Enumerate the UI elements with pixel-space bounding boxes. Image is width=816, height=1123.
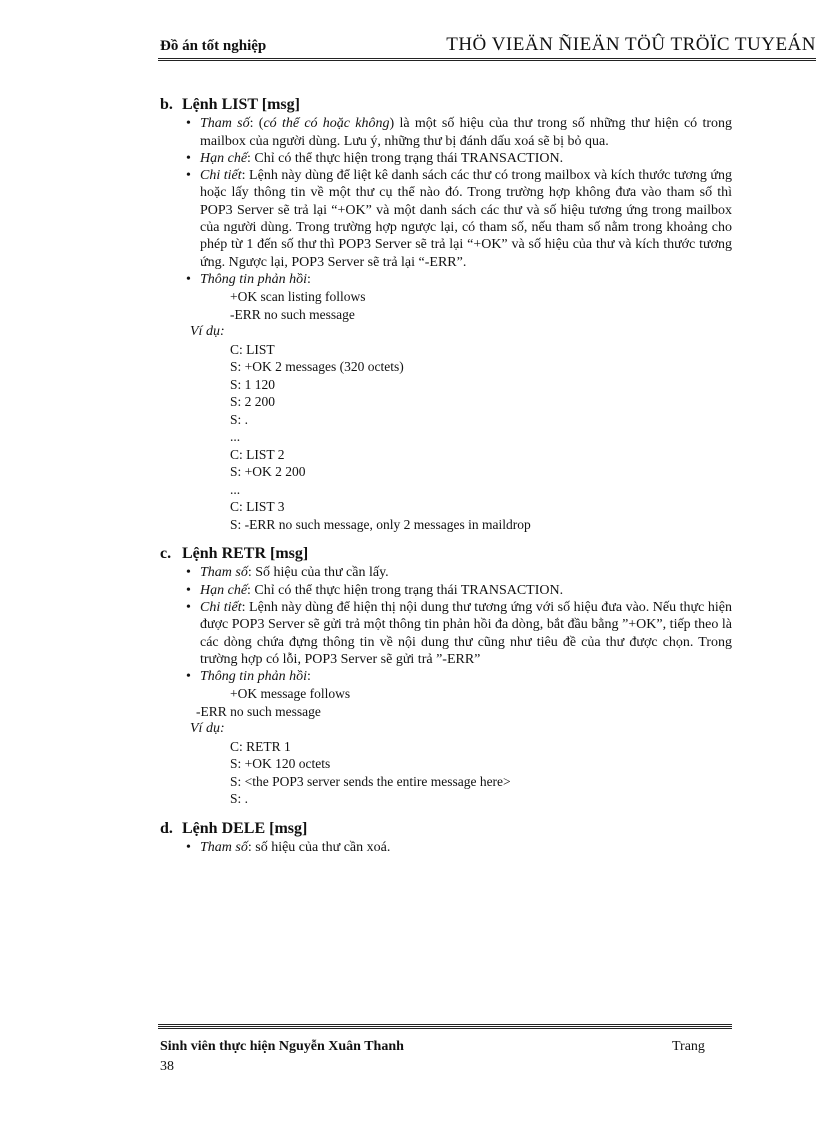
code-line: S: +OK 120 octets bbox=[230, 756, 331, 772]
code-line: ... bbox=[230, 481, 241, 497]
code-line: S: +OK 2 200 bbox=[230, 464, 306, 480]
term-label: Tham số bbox=[200, 116, 250, 132]
code-line: C: LIST 3 bbox=[230, 499, 285, 515]
section-retr-title bbox=[160, 545, 732, 562]
footer-page-label: Trang bbox=[672, 1039, 705, 1054]
header-rule bbox=[158, 57, 816, 61]
section-heading: Lệnh RETR [msg] bbox=[182, 545, 309, 563]
term-label: Chi tiết bbox=[200, 599, 242, 615]
section-dele-title bbox=[160, 820, 732, 837]
text: : ( bbox=[249, 116, 264, 132]
term-label: Thông tin phản hồi bbox=[200, 271, 307, 287]
response-line: -ERR no such message bbox=[196, 703, 321, 719]
response-line: -ERR no such message bbox=[230, 306, 355, 322]
list-item bbox=[160, 582, 732, 599]
list-item bbox=[160, 167, 732, 271]
code-line: S: -ERR no such message, only 2 messages in maildrop bbox=[230, 516, 531, 532]
list-item bbox=[160, 599, 732, 668]
section-letter: d. bbox=[160, 819, 173, 837]
response-line: +OK scan listing follows bbox=[230, 289, 366, 305]
list-item bbox=[160, 668, 732, 685]
section-letter: c. bbox=[160, 545, 172, 563]
code-line: C: RETR 1 bbox=[230, 738, 291, 754]
list-item bbox=[160, 271, 732, 288]
example-label: Ví dụ: bbox=[190, 721, 225, 737]
code-line: ... bbox=[230, 429, 241, 445]
text: : Lệnh này dùng để hiện thị nội dung thư tương ứng với số hiệu đưa vào. Nếu thực hiện được POP3 Server sẽ gửi trả một thông tin phản hồi đa dòng, bắt đầu bằng ”+OK”, tiếp theo là các dòng chứa đựng thông tin về nội dung thư cũng như tiêu đề của thư được chọn. Trong trường hợp có lỗi, POP3 Server sẽ gửi trả ”-ERR” bbox=[200, 599, 732, 667]
section-retr-bullets bbox=[160, 564, 732, 685]
text: : bbox=[306, 669, 311, 685]
code-line: C: LIST 2 bbox=[230, 446, 285, 462]
code-block bbox=[160, 341, 732, 534]
section-list-bullets bbox=[160, 115, 732, 288]
term-label: Tham số bbox=[200, 840, 248, 856]
text: : Chỉ có thể thực hiện trong trạng thái TRANSACTION. bbox=[247, 150, 564, 166]
text: : Số hiệu của thư cần lấy. bbox=[247, 565, 389, 581]
text: : Lệnh này dùng để liệt kê danh sách các thư có trong mailbox và kích thước tương ứng hoặc lấy thông tin về một thư cụ thể nào đó. Trong trường hợp không đưa vào tham số thì POP3 Server sẽ trả lại “+OK” và một danh sách các thư và số hiệu tương ứng trong mailbox của người dùng. Trong trường hợp ngược lại, có tham số, nếu tham số nằm trong khoảng cho phép từ 1 đến số thư thì POP3 Server sẽ trả lại “+OK” và số hiệu của thư và kích thước tương ứng. Ngược lại, POP3 Server sẽ trả lại “-ERR”. bbox=[200, 168, 732, 270]
code-line: S: . bbox=[230, 411, 249, 427]
header-library-title: THÖ VIEÄN ÑIEÄN TÖÛ TRÖÏC TUYEÁN bbox=[446, 34, 816, 55]
text: : Chỉ có thể thực hiện trong trạng thái TRANSACTION. bbox=[247, 582, 564, 598]
list-item bbox=[160, 839, 732, 856]
term-label: Thông tin phản hồi bbox=[200, 669, 307, 685]
code-line: S: 1 120 bbox=[230, 376, 276, 392]
code-line: S: +OK 2 messages (320 octets) bbox=[230, 359, 404, 375]
section-letter: b. bbox=[160, 96, 173, 113]
list-item bbox=[160, 150, 732, 167]
code-line: S: . bbox=[230, 791, 249, 807]
term-label: Hạn chế bbox=[200, 582, 248, 598]
section-dele-bullets bbox=[160, 839, 732, 856]
text: : số hiệu của thư cần xoá. bbox=[247, 840, 391, 856]
term-label: Chi tiết bbox=[200, 168, 242, 184]
section-heading: Lệnh LIST [msg] bbox=[182, 96, 300, 113]
list-item bbox=[160, 115, 732, 150]
code-block bbox=[160, 738, 732, 808]
list-item bbox=[160, 564, 732, 581]
footer-rule bbox=[158, 1023, 732, 1029]
footer-page-number: 38 bbox=[160, 1059, 174, 1074]
section-list-title bbox=[160, 96, 732, 113]
footer-author: Sinh viên thực hiện Nguyễn Xuân Thanh bbox=[160, 1039, 404, 1054]
section-heading: Lệnh DELE [msg] bbox=[182, 819, 308, 837]
code-line: S: <the POP3 server sends the entire message here> bbox=[230, 773, 511, 789]
code-line: S: 2 200 bbox=[230, 394, 276, 410]
document-body bbox=[160, 96, 732, 856]
example-label: Ví dụ: bbox=[190, 324, 225, 340]
code-line: C: LIST bbox=[230, 341, 275, 357]
header-title: Đồ án tốt nghiệp bbox=[160, 38, 267, 54]
response-line: +OK message follows bbox=[230, 686, 351, 702]
term-label: Hạn chế bbox=[200, 150, 248, 166]
text: : bbox=[306, 271, 311, 287]
text: ) là một số hiệu của thư trong số những thư hiện có trong mailbox của người dùng. Lưu ý, những thư bị đánh dấu xoá sẽ bị bỏ qua. bbox=[200, 116, 732, 149]
italic-note: có thể có hoặc không bbox=[263, 116, 390, 132]
term-label: Tham số bbox=[200, 565, 248, 581]
